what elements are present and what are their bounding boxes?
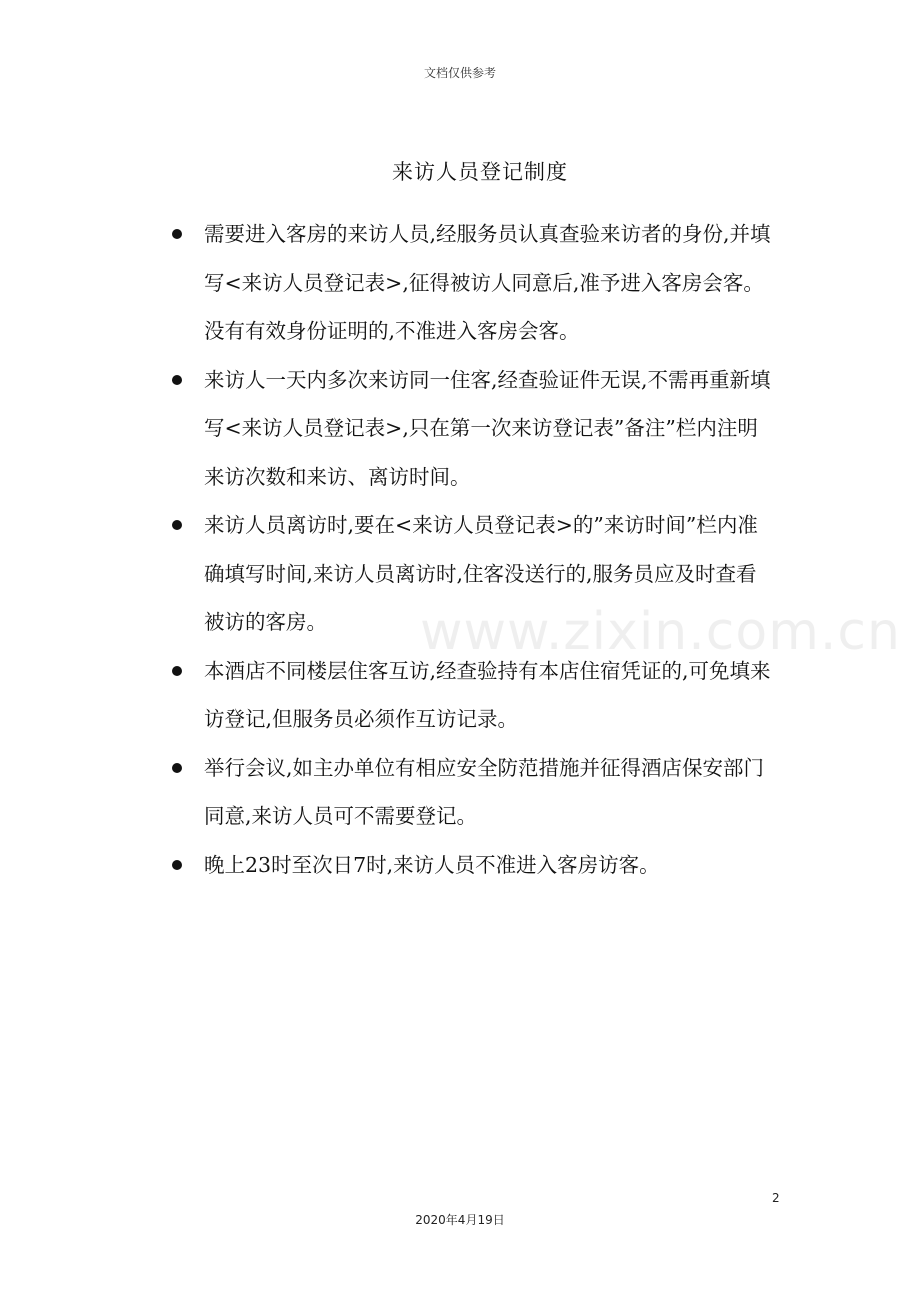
rule-item bbox=[172, 210, 772, 356]
rule-text: 晚上23时至次日7时,来访人员不准进入客房访客。 bbox=[204, 852, 660, 877]
bullet-icon bbox=[172, 860, 182, 870]
rule-item bbox=[172, 744, 772, 841]
bullet-icon bbox=[172, 229, 182, 239]
bullet-icon bbox=[172, 375, 182, 385]
bullet-icon bbox=[172, 520, 182, 530]
rules-list bbox=[172, 210, 772, 889]
bullet-icon bbox=[172, 666, 182, 676]
footer-date: 2020年4月19日 bbox=[415, 1213, 505, 1227]
rule-text: 来访人一天内多次来访同一住客,经查验证件无误,不需再重新填写<来访人员登记表>,只在第一次来访登记表”备注”栏内注明来访次数和来访、离访时间。 bbox=[204, 367, 771, 489]
rule-item bbox=[172, 841, 772, 890]
rule-item bbox=[172, 501, 772, 647]
rule-text: 来访人员离访时,要在<来访人员登记表>的”来访时间”栏内准确填写时间,来访人员离访时,住客没送行的,服务员应及时查看被访的客房。 bbox=[204, 513, 758, 634]
rule-item bbox=[172, 647, 772, 744]
bullet-icon bbox=[172, 763, 182, 773]
rule-text: 本酒店不同楼层住客互访,经查验持有本店住宿凭证的,可免填来访登记,但服务员必须作互访记录。 bbox=[204, 658, 771, 731]
document-title: 来访人员登记制度 bbox=[392, 160, 568, 184]
rule-text: 需要进入客房的来访人员,经服务员认真查验来访者的身份,并填写<来访人员登记表>,征得被访人同意后,准予进入客房会客。没有有效身份证明的,不准进入客房会客。 bbox=[204, 222, 771, 343]
page-number: 2 bbox=[772, 1191, 780, 1205]
rule-item bbox=[172, 356, 772, 502]
header-note: 文档仅供参考 bbox=[423, 66, 496, 80]
watermark: www.zixin.com.cn bbox=[420, 602, 901, 662]
rule-text: 举行会议,如主办单位有相应安全防范措施并征得酒店保安部门同意,来访人员可不需要登记。 bbox=[204, 755, 765, 828]
